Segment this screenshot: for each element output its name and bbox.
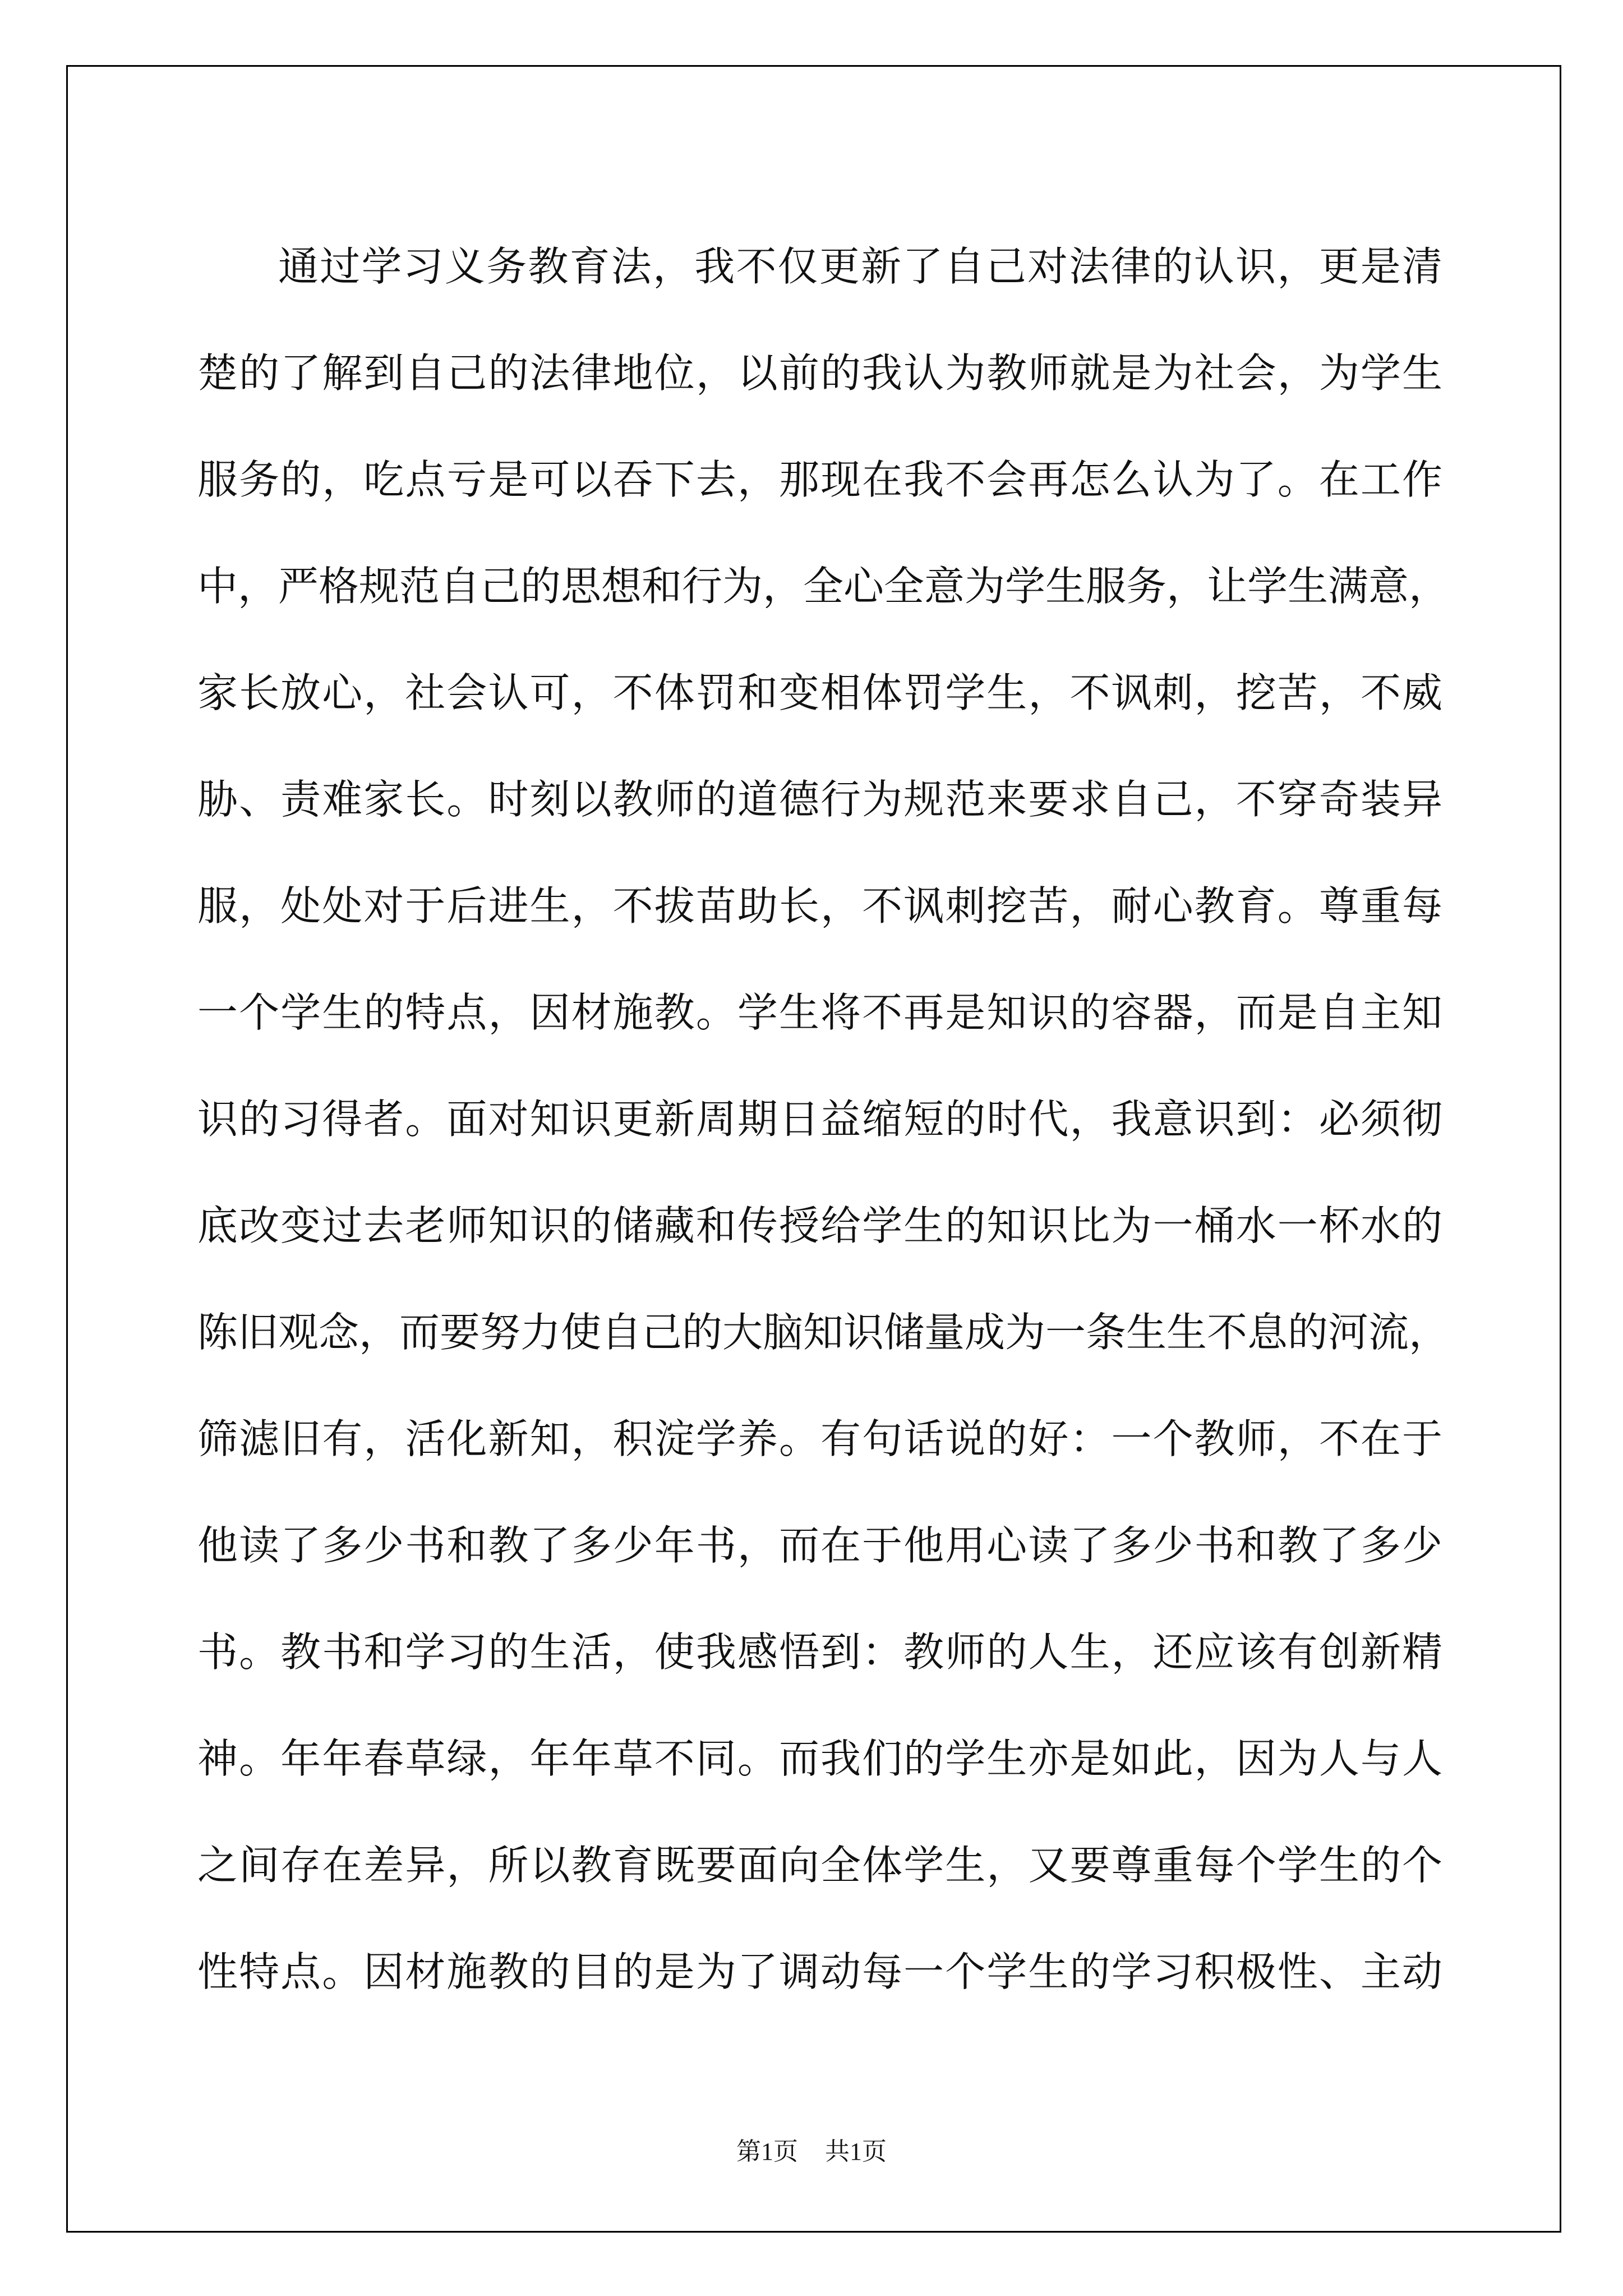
body-paragraph <box>197 213 1450 2025</box>
page-number-current: 第1页 <box>736 2138 798 2165</box>
paragraph-line: 服，处处对于后进生，不拔苗助长，不讽刺挖苦，耐心教育。尊重每 <box>197 882 1442 930</box>
paragraph-line: 神。年年春草绿，年年草不同。而我们的学生亦是如此，因为人与人 <box>197 1735 1442 1782</box>
paragraph-line: 通过学习义务教育法，我不仅更新了自己对法律的认识，更是清 <box>278 243 1442 290</box>
paragraph-line: 陈旧观念，而要努力使自己的大脑知识储量成为一条生生不息的河流， <box>197 1309 1450 1356</box>
paragraph-line: 书。教书和学习的生活，使我感悟到：教师的人生，还应该有创新精 <box>197 1628 1442 1676</box>
paragraph-line: 家长放心，社会认可，不体罚和变相体罚学生，不讽刺，挖苦，不威 <box>197 669 1442 716</box>
page-footer <box>0 2135 1623 2169</box>
paragraph-line: 一个学生的特点，因材施教。学生将不再是知识的容器，而是自主知 <box>197 989 1442 1036</box>
paragraph-line: 筛滤旧有，活化新知，积淀学养。有句话说的好：一个教师，不在于 <box>197 1415 1442 1462</box>
paragraph-line: 胁、责难家长。时刻以教师的道德行为规范来要求自己，不穿奇装异 <box>197 776 1442 823</box>
paragraph-line: 中，严格规范自己的思想和行为，全心全意为学生服务，让学生满意， <box>197 563 1450 610</box>
paragraph-line: 服务的，吃点亏是可以吞下去，那现在我不会再怎么认为了。在工作 <box>197 456 1442 503</box>
paragraph-line: 识的习得者。面对知识更新周期日益缩短的时代，我意识到：必须彻 <box>197 1096 1442 1143</box>
page-number-total: 共1页 <box>825 2138 887 2165</box>
paragraph-line: 性特点。因材施教的目的是为了调动每一个学生的学习积极性、主动 <box>197 1948 1442 1995</box>
paragraph-line: 楚的了解到自己的法律地位，以前的我认为教师就是为社会，为学生 <box>197 349 1442 397</box>
paragraph-line: 之间存在差异，所以教育既要面向全体学生，又要尊重每个学生的个 <box>197 1842 1442 1889</box>
paragraph-line: 底改变过去老师知识的储藏和传授给学生的知识比为一桶水一杯水的 <box>197 1202 1442 1249</box>
paragraph-line: 他读了多少书和教了多少年书，而在于他用心读了多少书和教了多少 <box>197 1522 1442 1569</box>
